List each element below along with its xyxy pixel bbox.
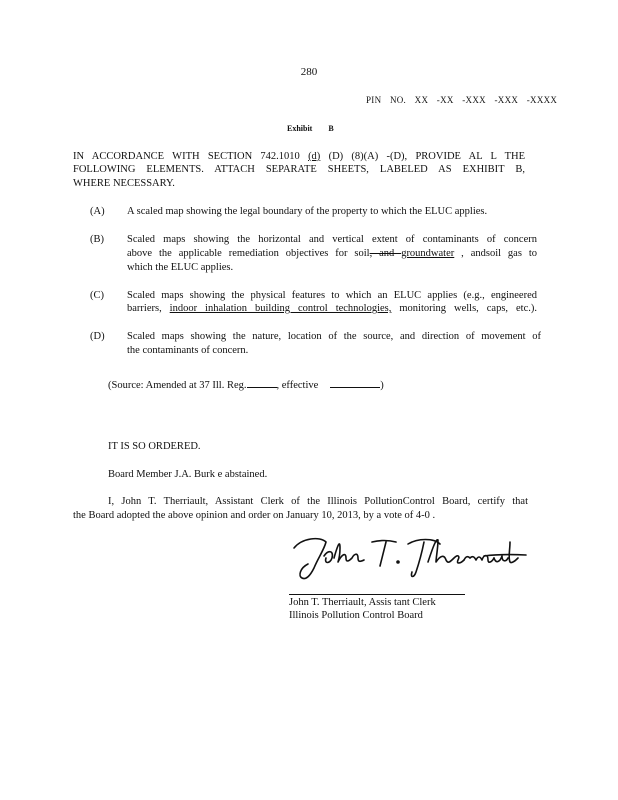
item-text bbox=[127, 247, 537, 260]
intro-line-1-rest: (D) (8)(A) -(D), PROVIDE AL L THE bbox=[320, 151, 525, 162]
item-marker: (D) bbox=[90, 331, 105, 342]
item-marker: (C) bbox=[90, 290, 104, 301]
item-text: the contaminants of concern. bbox=[127, 345, 249, 356]
item-text-part: above the applicable remediation objectives for soil bbox=[127, 248, 370, 259]
signer-organization: Illinois Pollution Control Board bbox=[289, 610, 423, 621]
source-text: , effective bbox=[276, 380, 319, 391]
certification-line-2: the Board adopted the above opinion and order on January 10, 2013, by a vote of 4-0 . bbox=[73, 510, 436, 521]
item-text-part: , andsoil gas to bbox=[454, 248, 537, 259]
source-note bbox=[108, 378, 384, 392]
signature-line bbox=[289, 594, 465, 595]
intro-line-2: FOLLOWING ELEMENTS. ATTACH SEPARATE SHEETS, LABELED AS EXHIBIT B, bbox=[73, 164, 525, 175]
item-text bbox=[127, 302, 537, 315]
page-number: 280 bbox=[300, 66, 318, 78]
order-statement: IT IS SO ORDERED. bbox=[108, 441, 201, 452]
inserted-text: groundwater bbox=[401, 248, 455, 259]
abstention-note: Board Member J.A. Burk e abstained. bbox=[108, 469, 268, 480]
inserted-text: indoor inhalation building control technologies, bbox=[169, 303, 392, 314]
pin-number: PIN NO. XX -XX -XXX -XXX -XXXX bbox=[366, 95, 558, 105]
item-text-part: barriers, bbox=[127, 303, 170, 314]
item-marker: (A) bbox=[90, 206, 105, 217]
item-text-part: monitoring wells, caps, etc.). bbox=[391, 303, 537, 314]
item-text: Scaled maps showing the nature, location of the source, and direction of movement of bbox=[127, 331, 541, 342]
item-marker: (B) bbox=[90, 234, 104, 245]
inserted-text: (d) bbox=[308, 151, 321, 162]
item-text: Scaled maps showing the horizontal and vertical extent of contaminants of concern bbox=[127, 234, 537, 245]
handwritten-signature bbox=[288, 528, 528, 593]
certification-line-1: I, John T. Therriault, Assistant Clerk of the Illinois PollutionControl Board, certify that bbox=[108, 496, 528, 507]
intro-line-3: WHERE NECESSARY. bbox=[73, 178, 175, 189]
source-text: ) bbox=[380, 380, 384, 391]
blank-line bbox=[330, 378, 380, 388]
intro-line-1-text: IN ACCORDANCE WITH SECTION 742.1010 bbox=[73, 151, 309, 162]
item-text: Scaled maps showing the physical features to which an ELUC applies (e.g., engineered bbox=[127, 290, 537, 301]
signer-name-title: John T. Therriault, Assis tant Clerk bbox=[289, 597, 436, 608]
exhibit-heading: Exhibit B bbox=[287, 124, 334, 133]
intro-paragraph bbox=[73, 150, 525, 176]
deleted-text: , and bbox=[369, 248, 402, 259]
item-text: A scaled map showing the legal boundary of the property to which the ELUC applies. bbox=[127, 206, 488, 217]
intro-line-1 bbox=[73, 150, 525, 163]
blank-line bbox=[247, 378, 277, 388]
source-text: (Source: Amended at 37 Ill. Reg. bbox=[108, 380, 247, 391]
item-text: which the ELUC applies. bbox=[127, 262, 234, 273]
